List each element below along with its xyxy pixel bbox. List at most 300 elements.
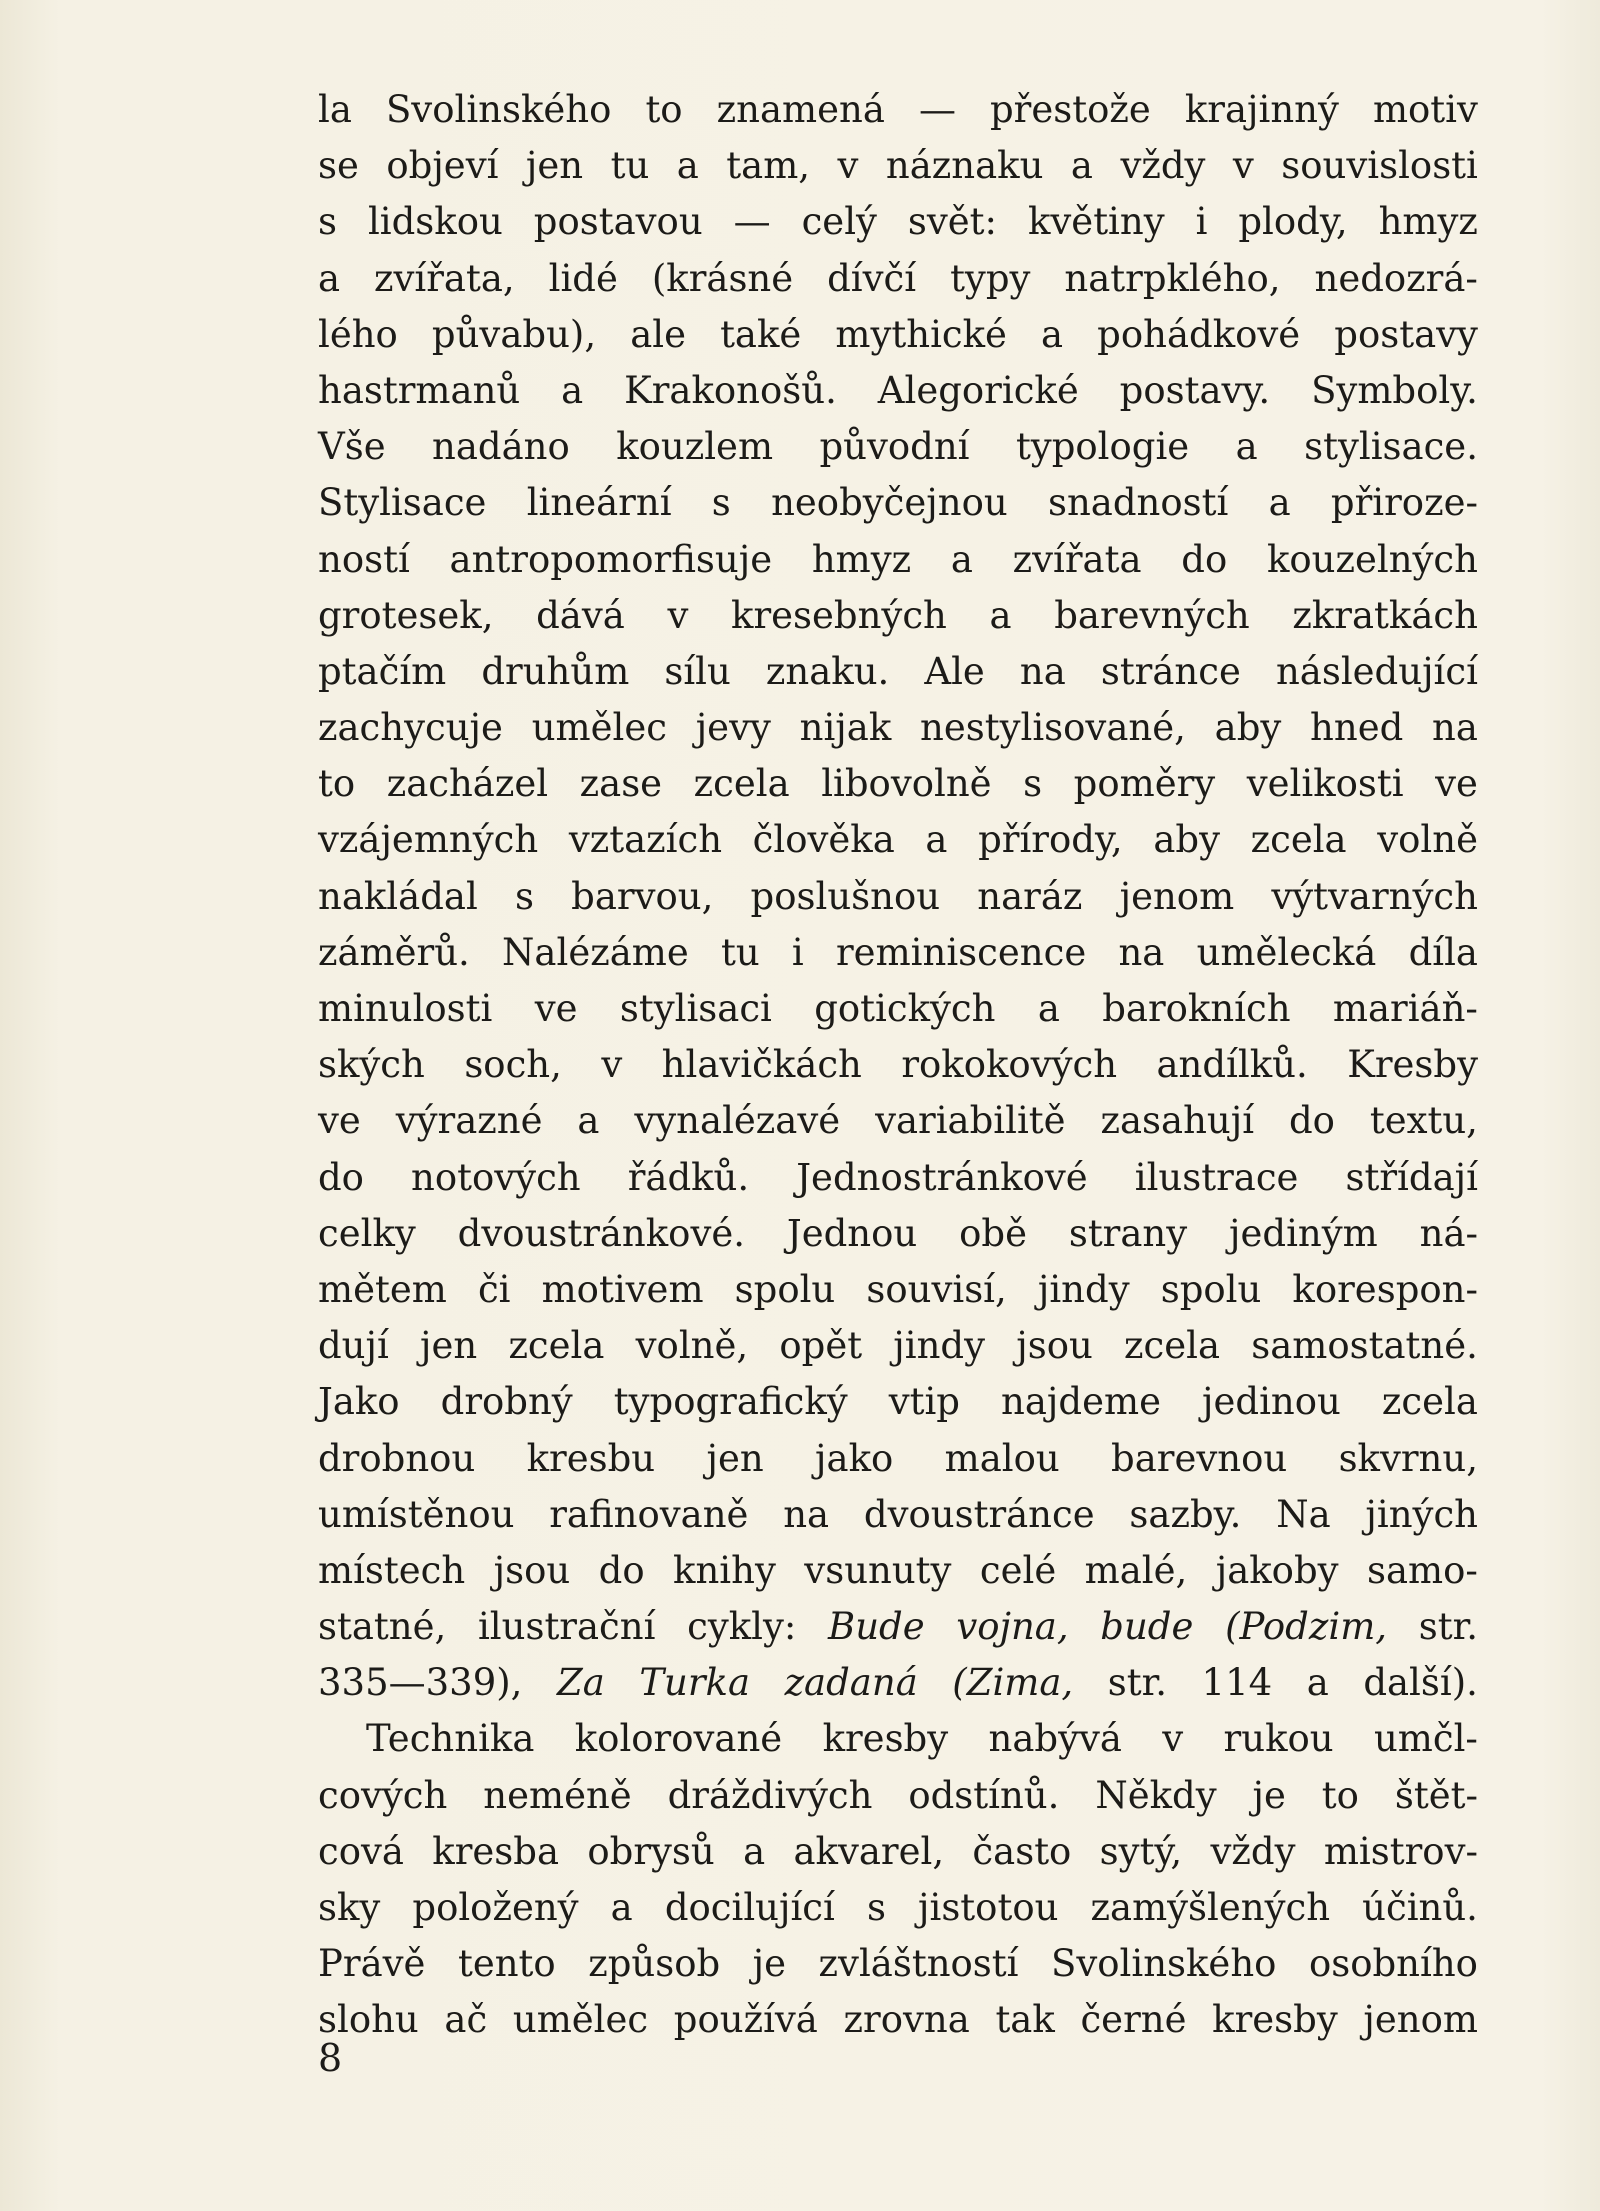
word: spolu [1160, 1267, 1262, 1311]
word: — [733, 200, 771, 244]
word: plody, [1238, 200, 1348, 244]
word: a [950, 537, 973, 581]
word: Jednou [786, 1211, 918, 1255]
word: Alegorické [877, 368, 1079, 412]
word: sytý, [1099, 1829, 1183, 1873]
word: postavy [1334, 312, 1478, 356]
word: kouzelných [1266, 537, 1478, 581]
word: v [667, 593, 689, 637]
word: umčl- [1373, 1717, 1478, 1761]
word: statné, [318, 1605, 447, 1649]
word: ve [318, 1099, 361, 1143]
word: krajinný [1184, 88, 1339, 131]
word: to [318, 762, 356, 806]
word: najdeme [1001, 1380, 1161, 1424]
word: v [1162, 1717, 1184, 1761]
word: zvláštností [818, 1942, 1019, 1986]
word: nadáno [432, 425, 570, 469]
word: str. [1418, 1605, 1478, 1649]
word: zamýšlených [1090, 1886, 1331, 1929]
text-line [318, 251, 1478, 307]
word: s [514, 874, 534, 918]
word: barevnou [1111, 1436, 1288, 1480]
word: cová [318, 1829, 404, 1873]
word: znaku. [765, 649, 890, 693]
word: i [1195, 200, 1208, 244]
word: je [752, 1942, 787, 1986]
word: používá [673, 1998, 818, 2042]
word: vynalézavé [634, 1099, 841, 1143]
word: díla [1408, 930, 1478, 974]
word: na [1019, 649, 1066, 693]
word: či [477, 1267, 511, 1311]
text-line [318, 1599, 1478, 1655]
word: Ale [924, 649, 985, 693]
word: korespon- [1292, 1267, 1478, 1311]
text-line [318, 756, 1478, 812]
word: sazby. [1129, 1492, 1242, 1536]
word: obě [959, 1211, 1027, 1255]
word: celý [801, 200, 877, 244]
word: volně, [635, 1324, 749, 1368]
word: pohádkové [1097, 312, 1301, 356]
word: ptačím [318, 649, 447, 693]
word: slohu [318, 1998, 419, 2042]
text-line [318, 869, 1478, 925]
word: zadaná [784, 1661, 918, 1705]
text-line [318, 363, 1478, 419]
word: typografický [613, 1380, 848, 1424]
word: aby [1214, 706, 1282, 750]
word: kolorované [574, 1717, 783, 1761]
word: jsou [1016, 1324, 1093, 1368]
word: zcela [1124, 1324, 1221, 1368]
word: jen [706, 1436, 764, 1480]
word: a [561, 368, 584, 412]
word: místech [318, 1548, 466, 1592]
text-line [318, 1824, 1478, 1880]
text-line [318, 1093, 1478, 1149]
text-line [318, 812, 1478, 868]
word: akvarel, [793, 1829, 945, 1873]
word: cových [318, 1773, 448, 1817]
word: gotických [814, 987, 996, 1030]
word: jedinou [1202, 1380, 1341, 1424]
word: lidé [548, 256, 618, 300]
word: hned [1310, 706, 1404, 750]
word: barevných [1054, 593, 1250, 637]
word: na [1432, 706, 1478, 750]
text-line [318, 1992, 1478, 2048]
word: v [1232, 144, 1254, 188]
text-line [318, 588, 1478, 644]
word: a [318, 256, 341, 300]
word: květiny [1027, 200, 1165, 244]
word: Technika [366, 1717, 535, 1761]
word: lého [318, 312, 398, 356]
word: zvířata, [374, 256, 515, 300]
word: umělec [512, 1998, 649, 2042]
word: souvislosti [1281, 144, 1478, 188]
word: zvířata [1012, 537, 1142, 581]
word: vojna, [956, 1605, 1069, 1649]
word: Nalézáme [502, 930, 689, 974]
text-line [318, 1206, 1478, 1262]
word: zrovna [843, 1998, 970, 2042]
text-line [318, 1655, 1478, 1711]
word: a [1037, 987, 1060, 1030]
word: 335—339), [318, 1661, 523, 1705]
word: jako [815, 1436, 894, 1480]
text-line [318, 1880, 1478, 1936]
word: 114 [1201, 1661, 1273, 1705]
word: štět- [1394, 1773, 1478, 1817]
word: do [318, 1155, 364, 1199]
word: nestylisované, [920, 706, 1186, 750]
word: umělec [531, 706, 667, 750]
word: a [1306, 1661, 1329, 1705]
word: kresby [1212, 1998, 1338, 2042]
word: samo- [1366, 1548, 1478, 1592]
word: nabývá [988, 1717, 1122, 1761]
word: soch, [464, 1043, 562, 1087]
page-number: 8 [318, 2036, 343, 2080]
word: jevy [695, 706, 771, 750]
word: poměry [1073, 762, 1216, 806]
word: ností [318, 537, 410, 581]
word: jakoby [1215, 1548, 1339, 1592]
word: strany [1068, 1211, 1188, 1255]
word: černé [1080, 1998, 1187, 2042]
word: i [791, 930, 804, 974]
word: nijak [799, 706, 892, 750]
word: tam, [726, 144, 811, 188]
word: zasahují [1100, 1099, 1255, 1143]
word: obrysů [587, 1829, 715, 1873]
word: znamená [716, 88, 885, 131]
word: lineární [526, 481, 672, 525]
word: s [318, 200, 337, 244]
word: souvisí, [866, 1267, 1007, 1311]
word: a [925, 818, 948, 862]
word: umístěnou [318, 1492, 515, 1536]
word: a [1268, 481, 1291, 525]
word: dává [536, 593, 625, 637]
word: Turka [639, 1661, 751, 1705]
word: na [1118, 930, 1165, 974]
word: původní [819, 425, 970, 469]
word: andílků. [1156, 1043, 1308, 1087]
word: Někdy [1095, 1773, 1217, 1817]
text-line [318, 1374, 1478, 1430]
word: výtvarných [1271, 874, 1478, 918]
text-line [318, 644, 1478, 700]
word: kresbu [526, 1436, 656, 1480]
word: je [1252, 1773, 1286, 1817]
word: hmyz [1378, 200, 1478, 244]
word: způsob [588, 1942, 721, 1986]
word: náznaku [885, 144, 1044, 188]
word: mistrov- [1323, 1829, 1478, 1873]
text-line [318, 1150, 1478, 1206]
word: poslušnou [750, 874, 941, 918]
body-text [318, 82, 1478, 2049]
word: neméně [483, 1773, 632, 1817]
word: Vše [318, 425, 386, 469]
word: reminiscence [836, 930, 1087, 974]
word: tu [610, 144, 650, 188]
word: dují [318, 1324, 389, 1368]
word: ve [1435, 762, 1478, 806]
word: sílu [664, 649, 731, 693]
word: stylisaci [619, 987, 772, 1030]
text-line [318, 194, 1478, 250]
word: zcela [508, 1324, 605, 1368]
word: naráz [977, 874, 1083, 918]
word: velikosti [1246, 762, 1404, 806]
word: Svolinského [1051, 1942, 1277, 1986]
word: jindy [893, 1324, 986, 1368]
word: a [577, 1099, 600, 1143]
word: ale [630, 312, 686, 356]
word: stylisace. [1304, 425, 1478, 469]
word: tu [720, 930, 760, 974]
word: a [1235, 425, 1258, 469]
word: objeví [386, 144, 499, 188]
word: svět: [907, 200, 998, 244]
word: umělecká [1196, 930, 1377, 974]
word: do [1288, 1099, 1335, 1143]
word: dívčí [827, 256, 917, 300]
text-line [318, 1936, 1478, 1992]
word: aby [1153, 818, 1220, 862]
word: další). [1363, 1661, 1478, 1705]
word: člověka [752, 818, 895, 862]
word: vždy [1120, 144, 1206, 188]
word: (krásné [651, 256, 794, 300]
word: zkratkách [1292, 593, 1478, 637]
word: Stylisace [318, 481, 487, 525]
word: snadností [1047, 481, 1229, 525]
word: motivem [541, 1267, 704, 1311]
word: notových [411, 1155, 581, 1199]
text-line [318, 475, 1478, 531]
word: Bude [828, 1605, 925, 1649]
word: přírody, [978, 818, 1123, 862]
word: rafinovaně [549, 1492, 749, 1536]
word: drobný [440, 1380, 573, 1424]
text-line [318, 419, 1478, 475]
word: typy [950, 256, 1031, 300]
word: dvoustránce [863, 1492, 1095, 1536]
word: mariáň- [1332, 987, 1478, 1030]
word: natrpklého, [1064, 256, 1281, 300]
word: libovolně [821, 762, 992, 806]
word: jsou [493, 1548, 571, 1592]
word: barvou, [571, 874, 714, 918]
word: kresebných [731, 593, 947, 637]
text-line [318, 1487, 1478, 1543]
word: postavou [533, 200, 703, 244]
word: typologie [1015, 425, 1190, 469]
word: položený [412, 1886, 579, 1929]
word: v [601, 1043, 623, 1087]
word: samostatné. [1251, 1324, 1478, 1368]
word: mětem [318, 1267, 447, 1311]
word: rukou [1223, 1717, 1334, 1761]
word: ač [444, 1998, 488, 2042]
word: kresba [432, 1829, 560, 1873]
word: lidskou [367, 200, 503, 244]
text-line [318, 700, 1478, 756]
word: do [1181, 537, 1228, 581]
word: účinů. [1362, 1886, 1478, 1929]
word: a [676, 144, 699, 188]
text-line [318, 307, 1478, 363]
word: následující [1275, 649, 1478, 693]
word: Jako [318, 1380, 400, 1424]
word: výrazné [395, 1099, 543, 1143]
word: Kresby [1347, 1043, 1478, 1087]
word: volně [1377, 818, 1478, 862]
word: zachycuje [318, 706, 503, 750]
word: bude [1100, 1605, 1194, 1649]
word: nedozrá- [1314, 256, 1478, 300]
word: vztazích [568, 818, 723, 862]
word: hmyz [811, 537, 912, 581]
word: Za [557, 1661, 605, 1705]
word: hlavičkách [661, 1043, 862, 1087]
text-line [318, 1431, 1478, 1487]
word: mythické [835, 312, 1007, 356]
word: a [989, 593, 1012, 637]
word: v [837, 144, 859, 188]
word: zcela [693, 762, 790, 806]
word: odstínů. [908, 1773, 1060, 1817]
word: antropomorfisuje [449, 537, 773, 581]
word: barokních [1102, 987, 1291, 1030]
word: to [645, 88, 683, 131]
word: s [1023, 762, 1043, 806]
word: zcela [1381, 1380, 1478, 1424]
word: vsunuty [804, 1548, 952, 1592]
word: Symboly. [1311, 368, 1478, 412]
word: (Podzim, [1225, 1605, 1388, 1649]
text-line [318, 82, 1478, 138]
word: Právě [318, 1942, 426, 1986]
word: Krakonošů. [624, 368, 837, 412]
word: vždy [1210, 1829, 1296, 1873]
text-line [318, 532, 1478, 588]
word: Jednostránkové [796, 1155, 1088, 1199]
word: minulosti [318, 987, 493, 1030]
word: tento [457, 1942, 556, 1986]
word: kresby [822, 1717, 949, 1761]
word: to [1321, 1773, 1359, 1817]
text-line [318, 1768, 1478, 1824]
word: malou [944, 1436, 1060, 1480]
word: jediným [1229, 1211, 1378, 1255]
word: druhům [481, 649, 630, 693]
word: vtip [888, 1380, 960, 1424]
word: nakládal [318, 874, 478, 918]
text-line [318, 1262, 1478, 1318]
word: kouzlem [616, 425, 774, 469]
word: str. [1107, 1661, 1167, 1705]
text-line [318, 981, 1478, 1037]
word: jen [420, 1324, 478, 1368]
word: textu, [1369, 1099, 1478, 1143]
word: malé, [1084, 1548, 1188, 1592]
text-line [318, 1543, 1478, 1599]
word: a [1041, 312, 1064, 356]
word: jindy [1037, 1267, 1130, 1311]
word: knihy [673, 1548, 776, 1592]
word: řádků. [627, 1155, 750, 1199]
word: celé [979, 1548, 1057, 1592]
word: na [783, 1492, 830, 1536]
word: (Zima, [952, 1661, 1074, 1705]
word: vzájemných [318, 818, 539, 862]
word: docilující [664, 1886, 835, 1929]
word: jenom [1119, 874, 1235, 918]
word: — [918, 88, 956, 131]
word: celky [318, 1211, 416, 1255]
word: drobnou [318, 1436, 476, 1480]
word: s [711, 481, 731, 525]
word: také [720, 312, 802, 356]
word: skvrnu, [1338, 1436, 1478, 1480]
word: a [1070, 144, 1093, 188]
word: zase [579, 762, 663, 806]
word: ských [318, 1043, 425, 1087]
word: la [318, 88, 352, 131]
word: neobyčejnou [771, 481, 1008, 525]
text-line [318, 1037, 1478, 1093]
word: ilustrace [1134, 1155, 1299, 1199]
text-line [318, 138, 1478, 194]
text-line [318, 1711, 1478, 1767]
word: často [972, 1829, 1072, 1873]
word: cykly: [687, 1605, 797, 1649]
word: ilustrační [477, 1605, 656, 1649]
word: jistotou [918, 1886, 1059, 1929]
word: tak [995, 1998, 1055, 2042]
word: Na [1276, 1492, 1331, 1536]
word: sky [318, 1886, 381, 1929]
text-line [318, 1318, 1478, 1374]
word: hastrmanů [318, 368, 521, 412]
word: jiných [1365, 1492, 1478, 1536]
word: motiv [1372, 88, 1478, 131]
word: zacházel [386, 762, 549, 806]
word: variabilitě [875, 1099, 1066, 1143]
word: jen [525, 144, 584, 188]
word: půvabu), [431, 312, 597, 356]
word: ve [534, 987, 578, 1030]
word: stránce [1100, 649, 1241, 693]
word: a [743, 1829, 766, 1873]
word: a [610, 1886, 633, 1929]
word: jenom [1363, 1998, 1478, 2042]
word: dráždivých [667, 1773, 873, 1817]
word: zcela [1250, 818, 1347, 862]
word: dvoustránkové. [457, 1211, 746, 1255]
word: střídají [1345, 1155, 1478, 1199]
word: přestože [990, 88, 1151, 131]
word: spolu [734, 1267, 836, 1311]
word: opět [779, 1324, 863, 1368]
